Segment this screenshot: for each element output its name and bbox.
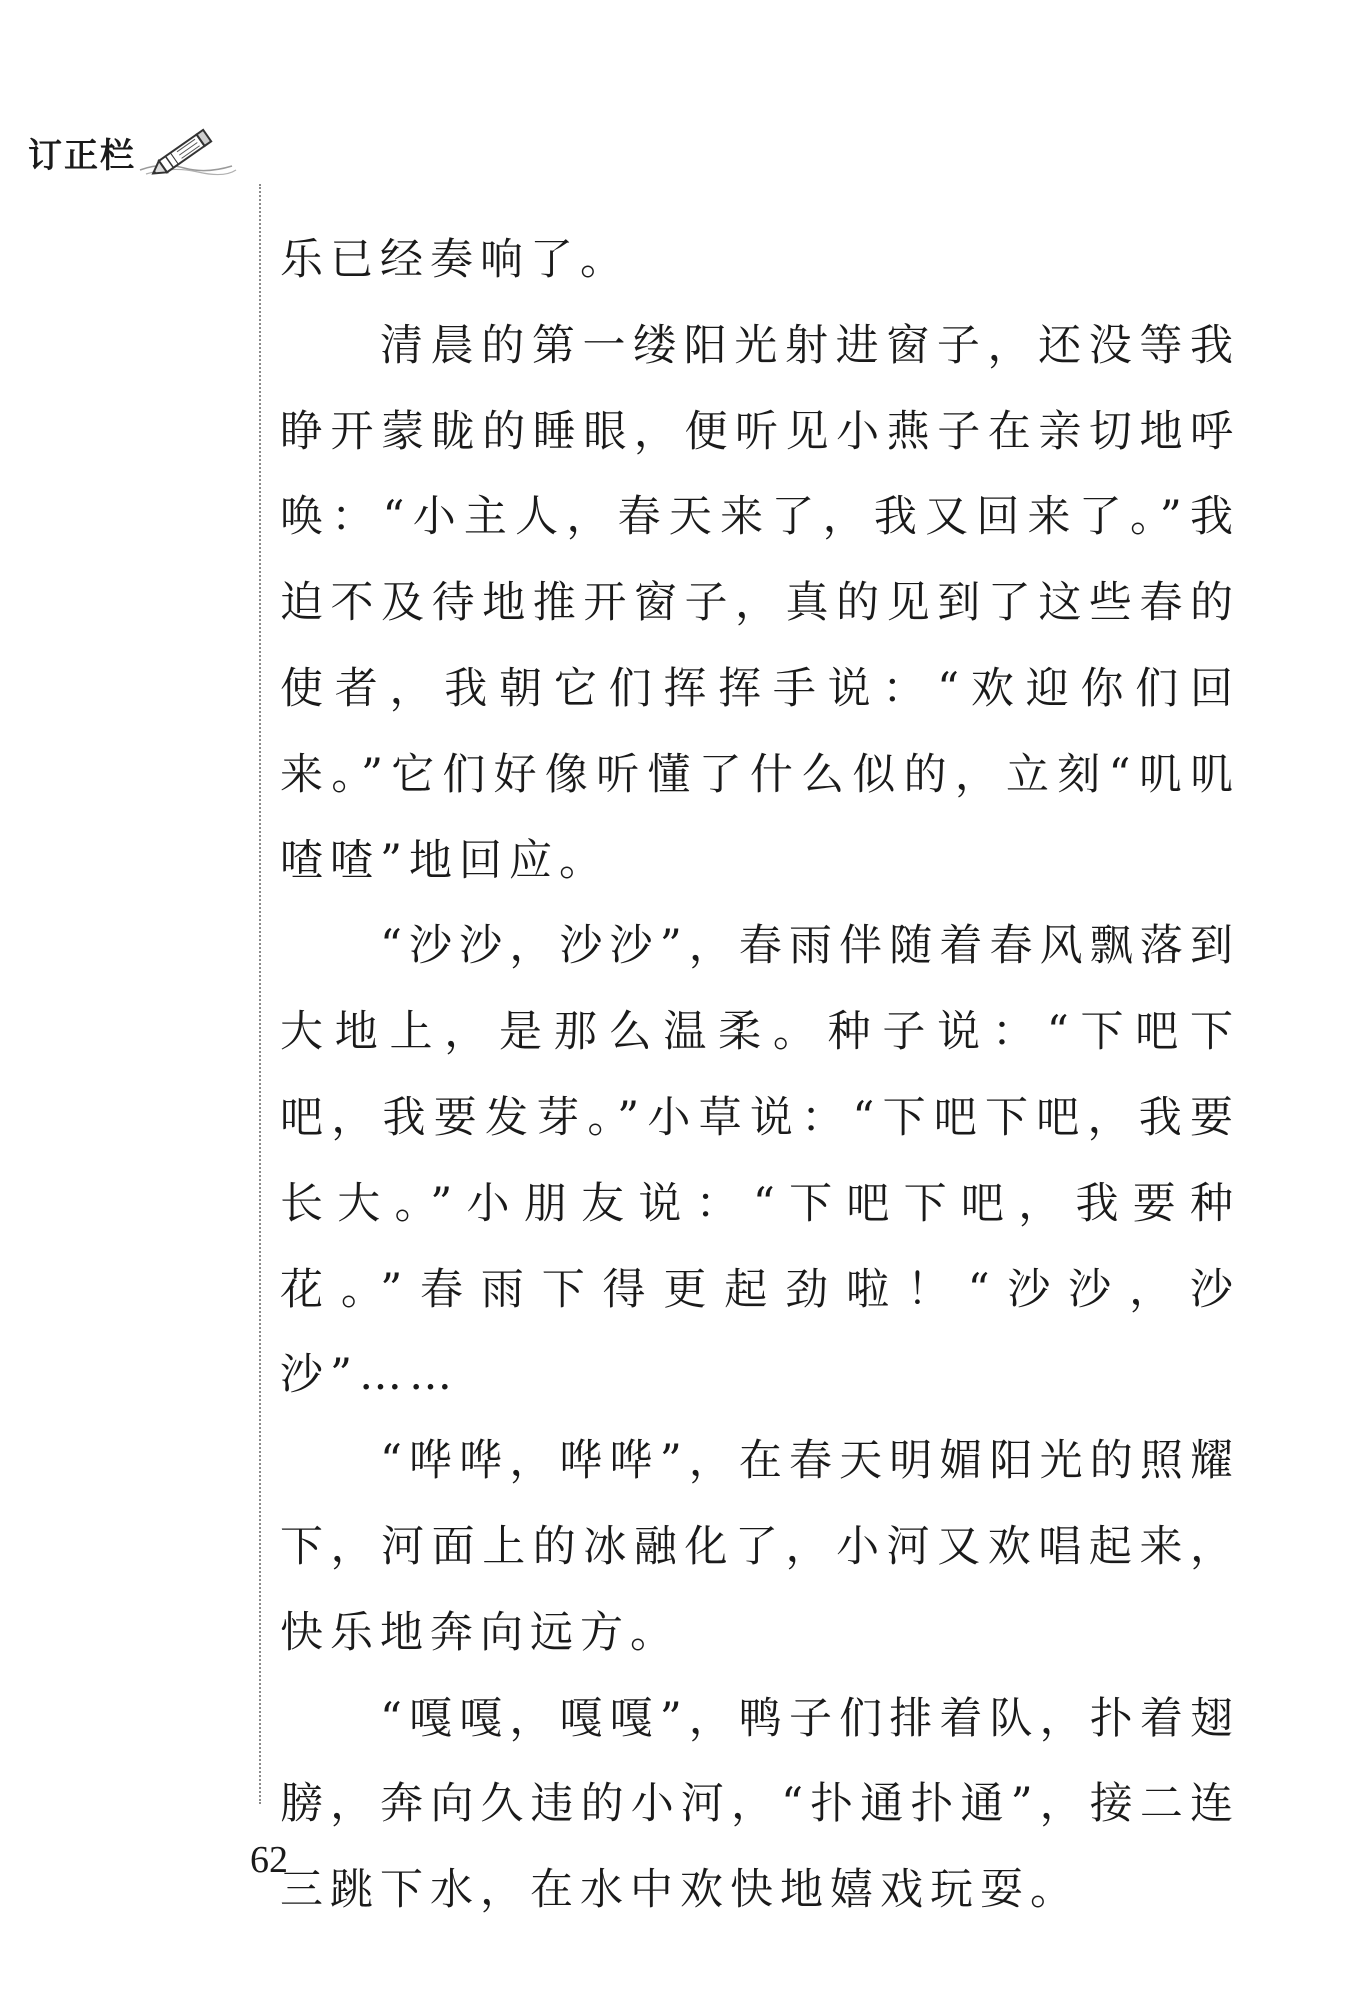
paragraph: 乐已经奏响了。 bbox=[280, 235, 630, 285]
pencil-icon bbox=[132, 122, 242, 182]
correction-column-title: 订正栏 bbox=[28, 135, 136, 176]
page-number: 62 bbox=[250, 1839, 288, 1881]
paragraph: “哗哗，哗哗”，在春天明媚阳光的照耀下，河面上的冰融化了，小河又欢唱起来，快乐地奔向远方。 bbox=[280, 1436, 1240, 1658]
margin-divider bbox=[259, 184, 261, 1804]
essay-body bbox=[280, 218, 1240, 1934]
correction-column-header bbox=[28, 122, 242, 182]
paragraph: “沙沙，沙沙”，春雨伴随着春风飘落到大地上，是那么温柔。种子说：“下吧下吧，我要发芽。”小草说：“下吧下吧，我要长大。”小朋友说：“下吧下吧，我要种花。”春雨下得更起劲啦！“沙沙，沙沙”…… bbox=[280, 921, 1240, 1401]
paragraph: “嘎嘎，嘎嘎”，鸭子们排着队，扑着翅膀，奔向久违的小河，“扑通扑通”，接二连三跳下水，在水中欢快地嬉戏玩耍。 bbox=[280, 1693, 1240, 1916]
paragraph: 清晨的第一缕阳光射进窗子，还没等我睁开蒙眬的睡眼，便听见小燕子在亲切地呼唤：“小主人，春天来了，我又回来了。”我迫不及待地推开窗子，真的见到了这些春的使者，我朝它们挥挥手说：“欢迎你们回来。”它们好像听懂了什么似的，立刻“叽叽喳喳”地回应。 bbox=[280, 320, 1240, 886]
